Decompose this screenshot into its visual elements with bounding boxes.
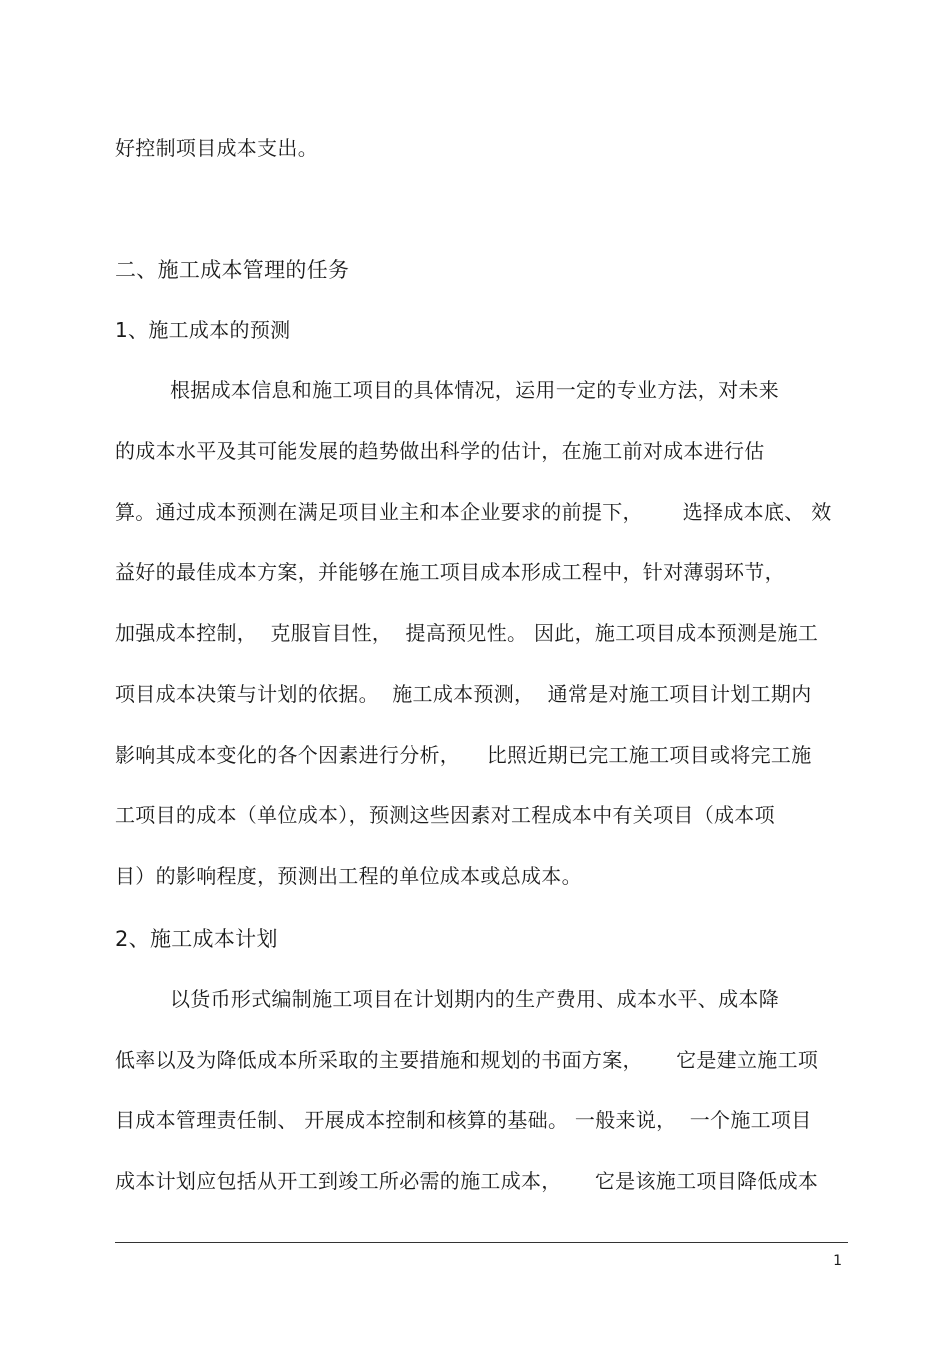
page-number: 1 — [833, 1253, 842, 1269]
paragraph-line: 影响其成本变化的各个因素进行分析， 比照近期已完工施工项目或将完工施 — [115, 743, 812, 767]
paragraph-line: 加强成本控制， 克服盲目性， 提高预见性。 因此，施工项目成本预测是施工 — [115, 621, 819, 645]
paragraph-line: 算。通过成本预测在满足项目业主和本企业要求的前提下， 选择成本底、 效 — [115, 500, 832, 524]
section-heading: 二、施工成本管理的任务 — [115, 258, 350, 282]
paragraph-line: 根据成本信息和施工项目的具体情况，运用一定的专业方法，对未来 — [170, 378, 779, 402]
paragraph-line: 好控制项目成本支出。 — [115, 136, 318, 160]
subsection-heading: 2、施工成本计划 — [115, 927, 278, 951]
paragraph-line: 益好的最佳成本方案，并能够在施工项目成本形成工程中，针对薄弱环节， — [115, 560, 785, 584]
paragraph-line: 工项目的成本（单位成本），预测这些因素对工程成本中有关项目（成本项 — [115, 803, 775, 827]
paragraph-line: 以货币形式编制施工项目在计划期内的生产费用、成本水平、成本降 — [170, 987, 779, 1011]
paragraph-line: 成本计划应包括从开工到竣工所必需的施工成本， 它是该施工项目降低成本 — [115, 1169, 819, 1193]
paragraph-line: 目成本管理责任制、 开展成本控制和核算的基础。 一般来说， 一个施工项目 — [115, 1108, 812, 1132]
paragraph-line: 的成本水平及其可能发展的趋势做出科学的估计，在施工前对成本进行估 — [115, 439, 765, 463]
paragraph-line: 低率以及为降低成本所采取的主要措施和规划的书面方案， 它是建立施工项 — [115, 1048, 819, 1072]
footer-rule — [115, 1242, 848, 1243]
subsection-heading: 1、施工成本的预测 — [115, 318, 291, 342]
paragraph-line: 目）的影响程度，预测出工程的单位成本或总成本。 — [115, 864, 582, 888]
paragraph-line: 项目成本决策与计划的依据。 施工成本预测， 通常是对施工项目计划工期内 — [115, 682, 812, 706]
